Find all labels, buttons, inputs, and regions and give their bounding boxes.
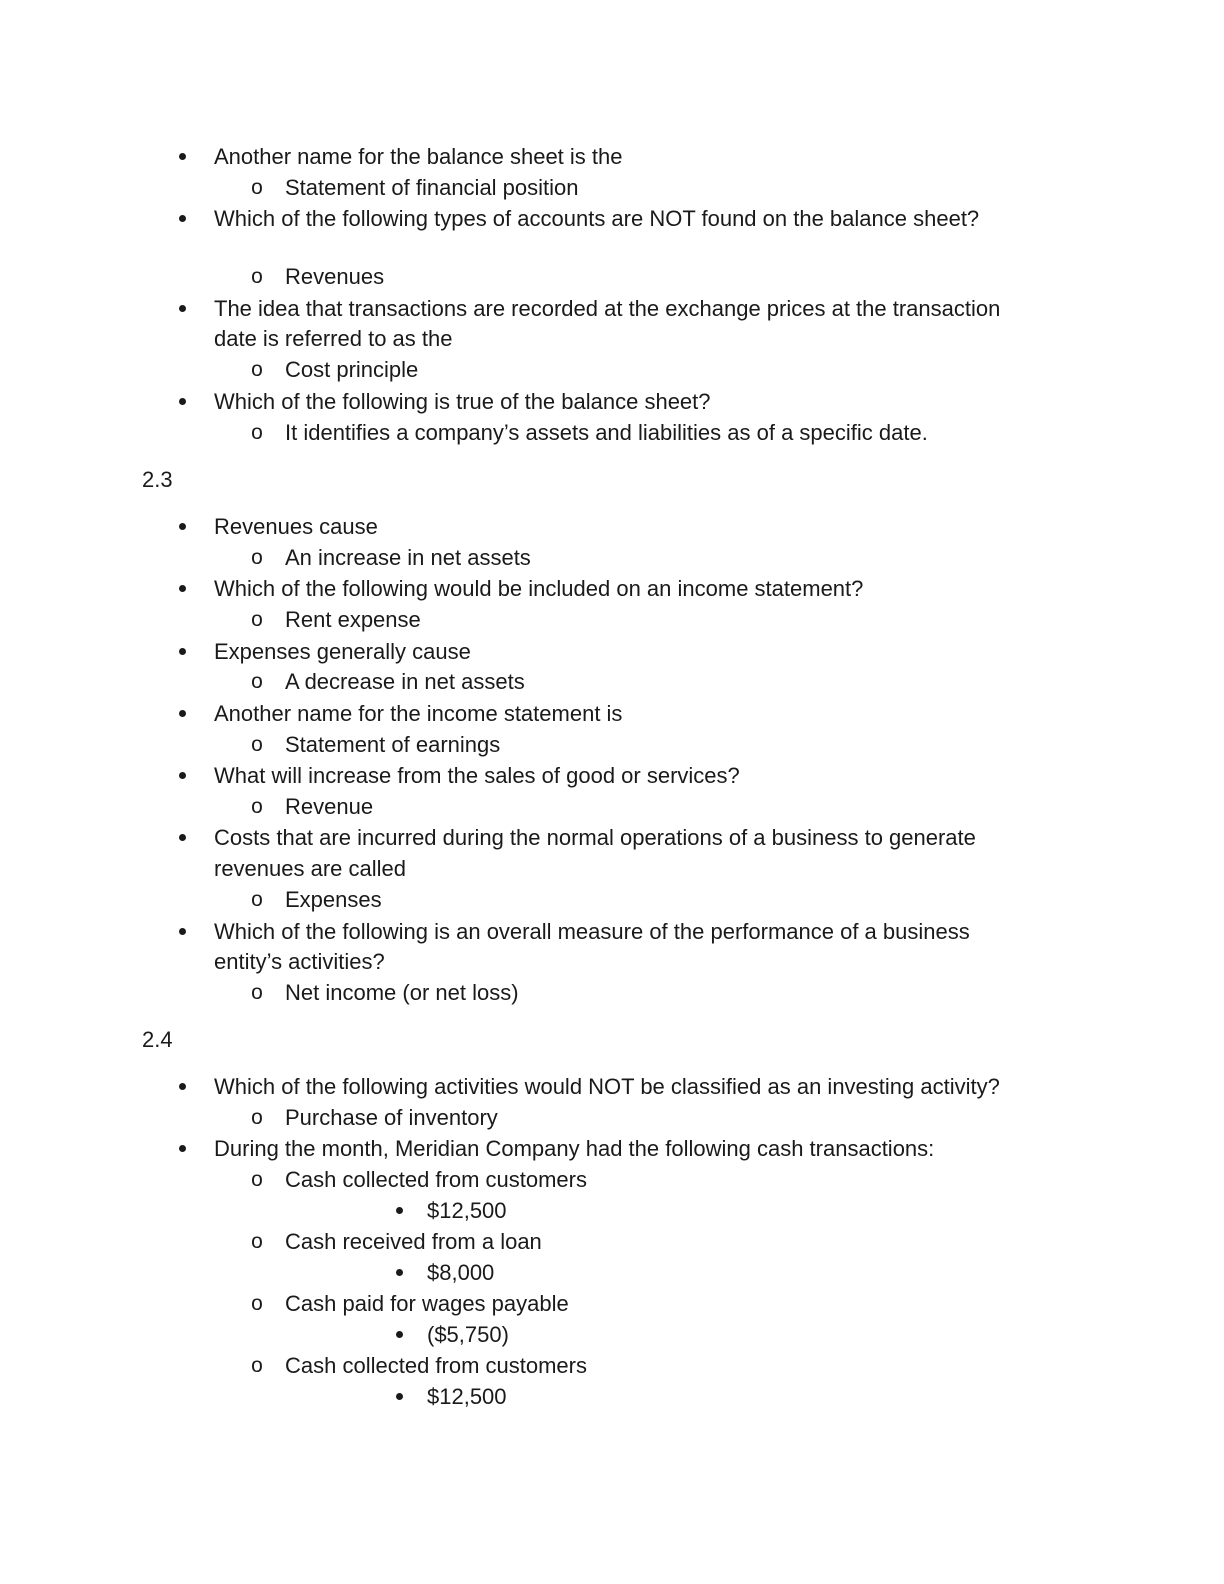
question-text-continued: entity’s activities? (214, 949, 385, 974)
answer-text: Rent expense (285, 607, 421, 632)
transaction-amount: ($5,750) (427, 1322, 509, 1347)
sub-bullet-icon: o (251, 358, 263, 381)
answer-text: Revenues (285, 264, 385, 289)
transaction-label: Cash received from a loan (285, 1229, 542, 1254)
bullet-icon (167, 698, 197, 729)
sub-bullet-icon: o (251, 176, 263, 199)
answer-text: Statement of financial position (285, 175, 579, 200)
answer-text: Net income (or net loss) (285, 980, 519, 1005)
sub-bullet-icon: o (251, 265, 263, 288)
bullet-icon (384, 1195, 414, 1226)
sub-bullet-icon: o (251, 1106, 263, 1129)
answer-text: Revenue (285, 794, 374, 819)
sub-bullet-icon: o (251, 608, 263, 631)
question-text: Another name for the income statement is (214, 701, 623, 726)
question-text: Expenses generally cause (214, 639, 471, 664)
bullet-icon (384, 1257, 414, 1288)
answer-text: Expenses (285, 887, 382, 912)
sub-bullet-icon: o (251, 1168, 263, 1191)
transaction-amount: $12,500 (427, 1384, 507, 1409)
question-text: Which of the following would be included on an income statement? (214, 576, 864, 601)
sub-bullet-icon: o (251, 733, 263, 756)
question-text: Costs that are incurred during the normal operations of a business to generate (214, 825, 976, 850)
bullet-icon (167, 141, 197, 172)
question-text: Which of the following activities would NOT be classified as an investing activity? (214, 1074, 1000, 1099)
question-text: Which of the following types of accounts are NOT found on the balance sheet? (214, 206, 980, 231)
answer-text: Purchase of inventory (285, 1105, 498, 1130)
bullet-icon (384, 1319, 414, 1350)
sub-bullet-icon: o (251, 981, 263, 1004)
section-heading: 2.3 (142, 467, 173, 492)
sub-bullet-icon: o (251, 1354, 263, 1377)
bullet-icon (167, 760, 197, 791)
bullet-icon (384, 1381, 414, 1412)
sub-bullet-icon: o (251, 670, 263, 693)
sub-bullet-icon: o (251, 795, 263, 818)
answer-text: Cost principle (285, 357, 419, 382)
transaction-label: Cash paid for wages payable (285, 1291, 569, 1316)
sub-bullet-icon: o (251, 888, 263, 911)
question-text: Which of the following is an overall measure of the performance of a business (214, 919, 970, 944)
question-text: Revenues cause (214, 514, 378, 539)
section-heading: 2.4 (142, 1027, 173, 1052)
bullet-icon (167, 511, 197, 542)
question-text: What will increase from the sales of good or services? (214, 763, 740, 788)
bullet-icon (167, 1133, 197, 1164)
sub-bullet-icon: o (251, 1230, 263, 1253)
bullet-icon (167, 916, 197, 947)
sub-bullet-icon: o (251, 421, 263, 444)
answer-text: A decrease in net assets (285, 669, 525, 694)
answer-text: It identifies a company’s assets and liabilities as of a specific date. (285, 420, 928, 445)
question-text: Which of the following is true of the balance sheet? (214, 389, 711, 414)
bullet-icon (167, 386, 197, 417)
sub-bullet-icon: o (251, 546, 263, 569)
question-text: During the month, Meridian Company had the following cash transactions: (214, 1136, 935, 1161)
sub-bullet-icon: o (251, 1292, 263, 1315)
transaction-label: Cash collected from customers (285, 1353, 587, 1378)
transaction-amount: $8,000 (427, 1260, 495, 1285)
question-text: Another name for the balance sheet is the (214, 144, 623, 169)
transaction-amount: $12,500 (427, 1198, 507, 1223)
answer-text: Statement of earnings (285, 732, 501, 757)
answer-text: An increase in net assets (285, 545, 531, 570)
question-text-continued: revenues are called (214, 856, 407, 881)
bullet-icon (167, 293, 197, 324)
transaction-label: Cash collected from customers (285, 1167, 587, 1192)
bullet-icon (167, 1071, 197, 1102)
bullet-icon (167, 636, 197, 667)
bullet-icon (167, 822, 197, 853)
bullet-icon (167, 203, 197, 234)
question-text-continued: date is referred to as the (214, 326, 453, 351)
question-text: The idea that transactions are recorded at the exchange prices at the transaction (214, 296, 1001, 321)
bullet-icon (167, 573, 197, 604)
